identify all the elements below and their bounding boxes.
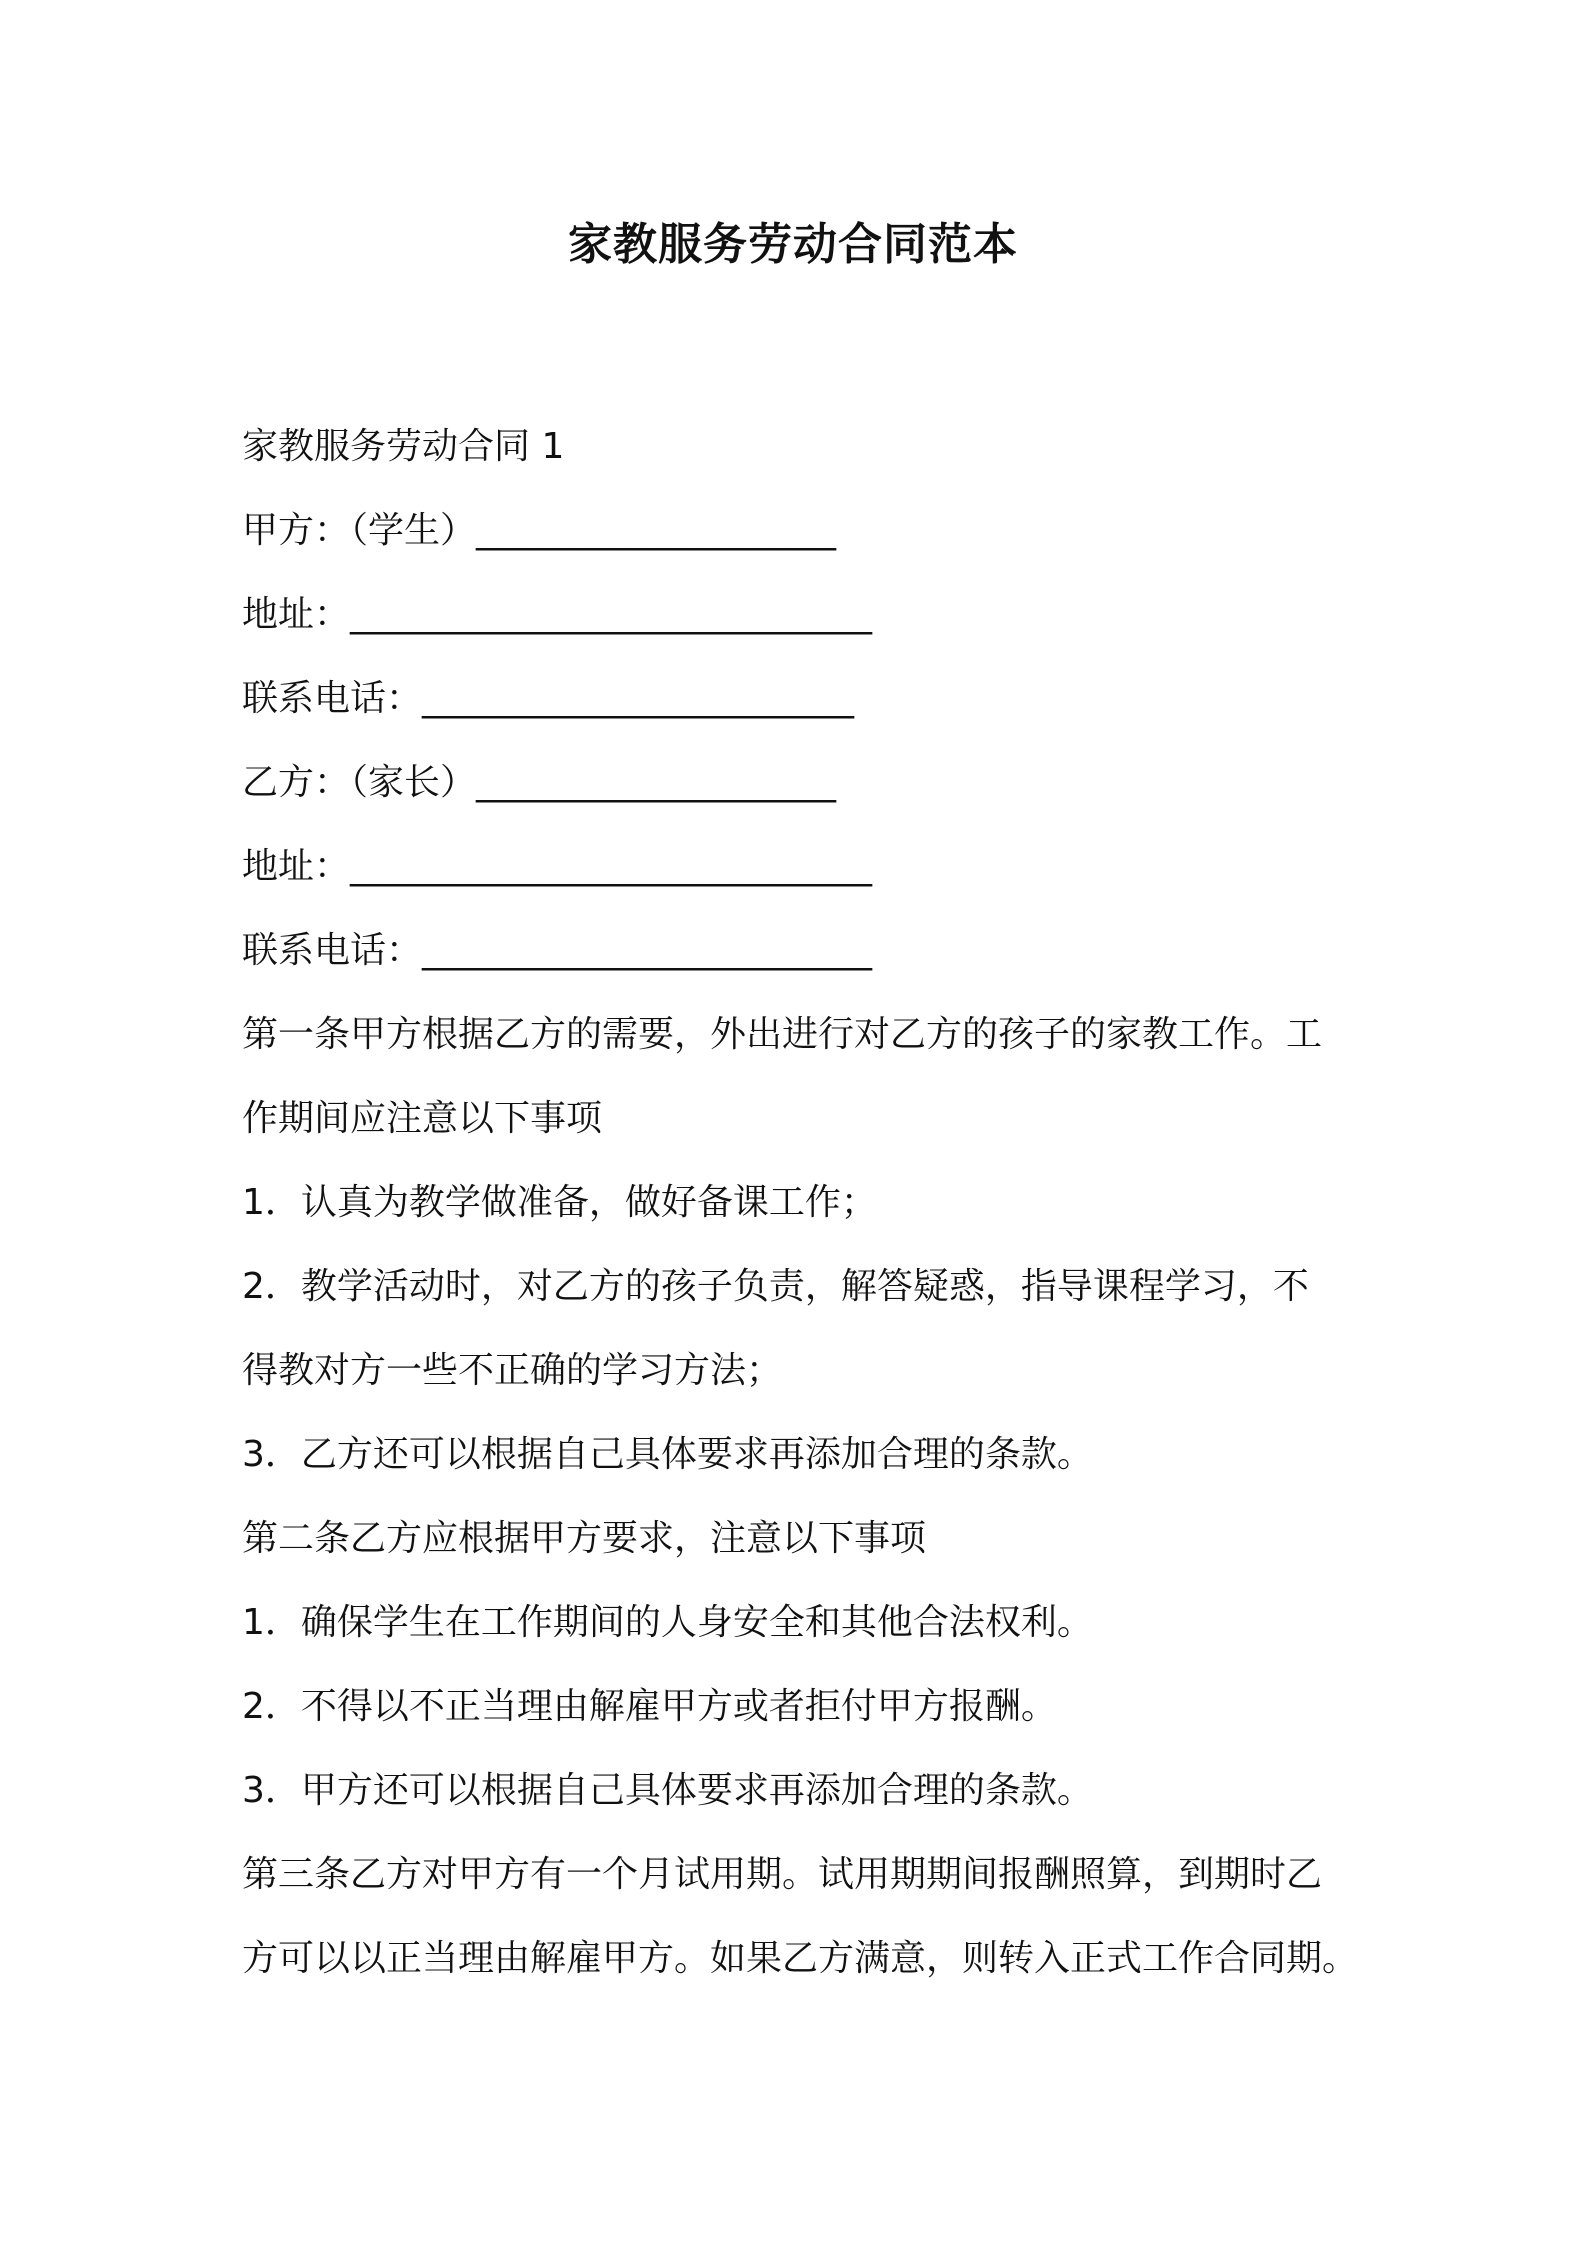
document-body bbox=[242, 405, 1362, 2001]
party-a-address-field: 地址：_____________________________ bbox=[242, 594, 873, 635]
article-1-item-2-line-2: 得教对方一些不正确的学习方法； bbox=[242, 1350, 783, 1391]
article-1-line-2: 作期间应注意以下事项 bbox=[242, 1098, 603, 1139]
article-2-item-2: 2．不得以不正当理由解雇甲方或者拒付甲方报酬。 bbox=[242, 1686, 1057, 1727]
article-1-item-1: 1．认真为教学做准备，做好备课工作； bbox=[242, 1182, 877, 1223]
party-a-phone-field: 联系电话：________________________ bbox=[242, 678, 855, 719]
article-1-line-1: 第一条甲方根据乙方的需要，外出进行对乙方的孩子的家教工作。工 bbox=[242, 1014, 1323, 1055]
article-2-item-1: 1．确保学生在工作期间的人身安全和其他合法权利。 bbox=[242, 1602, 1093, 1643]
contract-subtitle: 家教服务劳动合同 1 bbox=[242, 426, 565, 467]
article-2-heading: 第二条乙方应根据甲方要求，注意以下事项 bbox=[242, 1518, 927, 1559]
article-2-item-3: 3．甲方还可以根据自己具体要求再添加合理的条款。 bbox=[242, 1770, 1093, 1811]
article-3-line-2: 方可以以正当理由解雇甲方。如果乙方满意，则转入正式工作合同期。 bbox=[242, 1938, 1359, 1979]
document-title: 家教服务劳动合同范本 bbox=[568, 219, 1018, 270]
article-1-item-2-line-1: 2．教学活动时，对乙方的孩子负责，解答疑惑，指导课程学习，不 bbox=[242, 1266, 1309, 1307]
article-3-line-1: 第三条乙方对甲方有一个月试用期。试用期期间报酬照算，到期时乙 bbox=[242, 1854, 1323, 1895]
party-b-field: 乙方：（家长）____________________ bbox=[242, 762, 837, 803]
party-b-address-field: 地址：_____________________________ bbox=[242, 846, 873, 887]
party-b-phone-field: 联系电话：_________________________ bbox=[242, 930, 873, 971]
party-a-field: 甲方：（学生）____________________ bbox=[242, 510, 837, 551]
article-1-item-3: 3．乙方还可以根据自己具体要求再添加合理的条款。 bbox=[242, 1434, 1093, 1475]
